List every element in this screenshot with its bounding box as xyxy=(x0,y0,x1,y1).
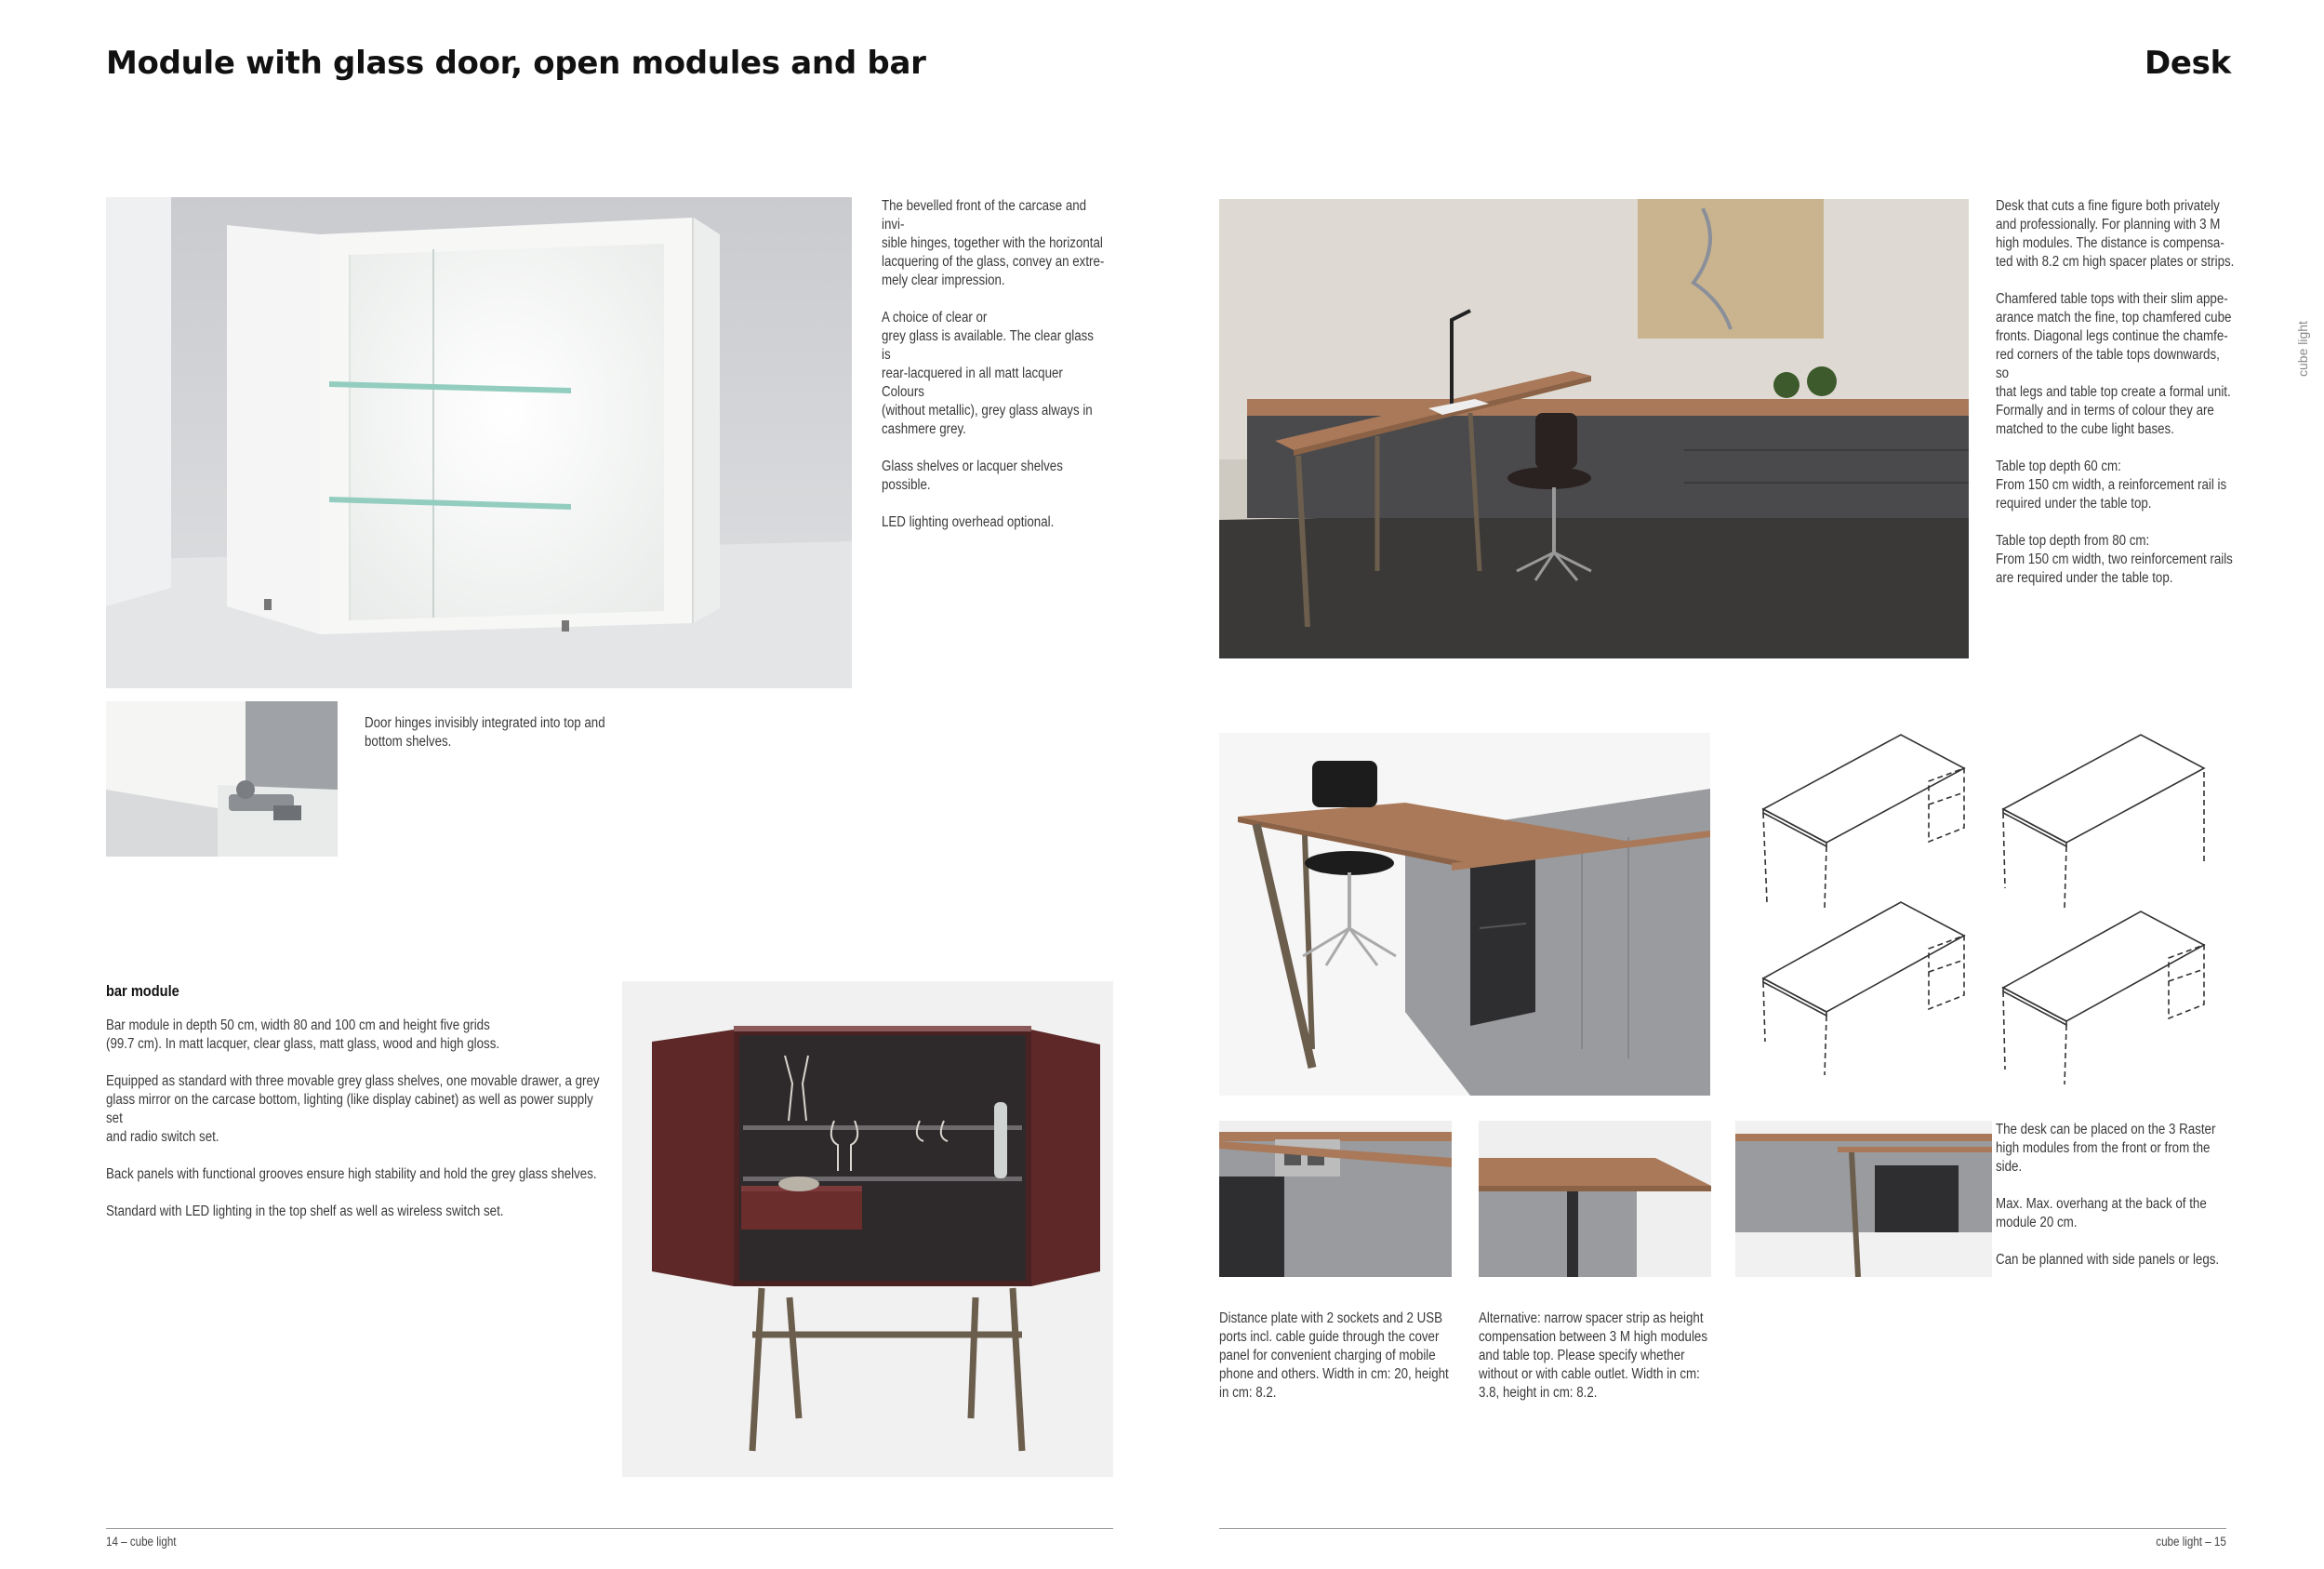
bar-module-photo xyxy=(622,981,1113,1477)
placement-description xyxy=(1996,1121,2236,1288)
desk-paragraph: Table top depth from 80 cm: From 150 cm width, two reinforcement rails are required under the table top. xyxy=(1996,533,2233,586)
desk-paragraph: Table top depth 60 cm: From 150 cm width, a reinforcement rail is required under the table top. xyxy=(1996,459,2227,512)
desk-drawing-2 xyxy=(2003,735,2204,908)
desk-side-placement-photo xyxy=(1735,1121,1992,1277)
bar-paragraph: Equipped as standard with three movable grey glass shelves, one movable drawer, a grey glass mirror on the carcase bottom, lighting (like display cabinet) as well as power supply set and radio switch set. xyxy=(106,1073,600,1145)
desk-office-photo xyxy=(1219,199,1969,658)
desk-configuration-drawings xyxy=(1752,725,2319,1097)
desk-drawing-3 xyxy=(1763,902,1964,1075)
desk-paragraph: Chamfered table tops with their slim appe- arance match the fine, top chamfered cube fronts. Diagonal legs continue the chamfe- red corners of the table tops downwards, so that legs and table top create a formal unit. Formally and in terms of colour they are matched to the cube light bases. xyxy=(1996,291,2232,437)
bar-paragraph: Back panels with functional grooves ensure high stability and hold the grey glass shelves. xyxy=(106,1166,597,1182)
cabinet-description xyxy=(882,197,1106,551)
bar-paragraph: Standard with LED lighting in the top shelf as well as wireless switch set. xyxy=(106,1203,504,1219)
placement-paragraph: Max. Max. overhang at the back of the module 20 cm. xyxy=(1996,1196,2207,1230)
spacer-strip-caption: Alternative: narrow spacer strip as height compensation between 3 M high modules and table top. Please specify whether without or with cable outlet. Width in cm: 3.8, height in cm: 8.2. xyxy=(1479,1310,1708,1401)
page-title-right: Desk xyxy=(2145,45,2231,82)
cabinet-paragraph: The bevelled front of the carcase and invi- sible hinges, together with the horizontal lacquering of the glass, convey an extre- mely clear impression. xyxy=(882,198,1105,288)
page-title-left: Module with glass door, open modules and bar xyxy=(106,45,926,82)
desk-drawing-1 xyxy=(1763,735,1964,908)
footer-rule-right xyxy=(1219,1528,2226,1529)
placement-paragraph: The desk can be placed on the 3 Raster high modules from the front or from the side. xyxy=(1996,1122,2216,1175)
page-number-right: cube light – 15 xyxy=(2156,1535,2226,1549)
cabinet-paragraph: Glass shelves or lacquer shelves possible. xyxy=(882,459,1063,493)
desk-drawing-4 xyxy=(2003,911,2204,1084)
bar-module-heading: bar module xyxy=(106,982,179,1000)
side-tab-label: cube light xyxy=(2295,321,2310,377)
hinge-caption: Door hinges invisibly integrated into top and bottom shelves. xyxy=(365,715,605,750)
bar-paragraph: Bar module in depth 50 cm, width 80 and 100 cm and height five grids (99.7 cm). In matt lacquer, clear glass, matt glass, wood and high gloss. xyxy=(106,1017,500,1052)
spacer-strip-photo xyxy=(1479,1121,1711,1277)
page-number-left: 14 – cube light xyxy=(106,1535,177,1549)
distance-plate-photo xyxy=(1219,1121,1452,1277)
cabinet-paragraph: A choice of clear or grey glass is available. The clear glass is rear-lacquered in all matt lacquer Colours (without metallic), grey glass always in cashmere grey. xyxy=(882,310,1094,437)
hinge-detail-photo xyxy=(106,701,338,857)
display-cabinet-photo xyxy=(106,197,852,688)
footer-rule-left xyxy=(106,1528,1113,1529)
placement-paragraph: Can be planned with side panels or legs. xyxy=(1996,1252,2220,1268)
cabinet-paragraph: LED lighting overhead optional. xyxy=(882,514,1055,530)
desk-paragraph: Desk that cuts a fine figure both privately and professionally. For planning with 3 M high modules. The distance is compensa- ted with 8.2 cm high spacer plates or strips. xyxy=(1996,198,2235,270)
desk-studio-photo xyxy=(1219,733,1710,1096)
bar-description xyxy=(106,1017,602,1240)
desk-description xyxy=(1996,197,2236,606)
distance-plate-caption: Distance plate with 2 sockets and 2 USB ports incl. cable guide through the cover panel for convenient charging of mobile phone and others. Width in cm: 20, height in cm: 8.2. xyxy=(1219,1310,1449,1401)
